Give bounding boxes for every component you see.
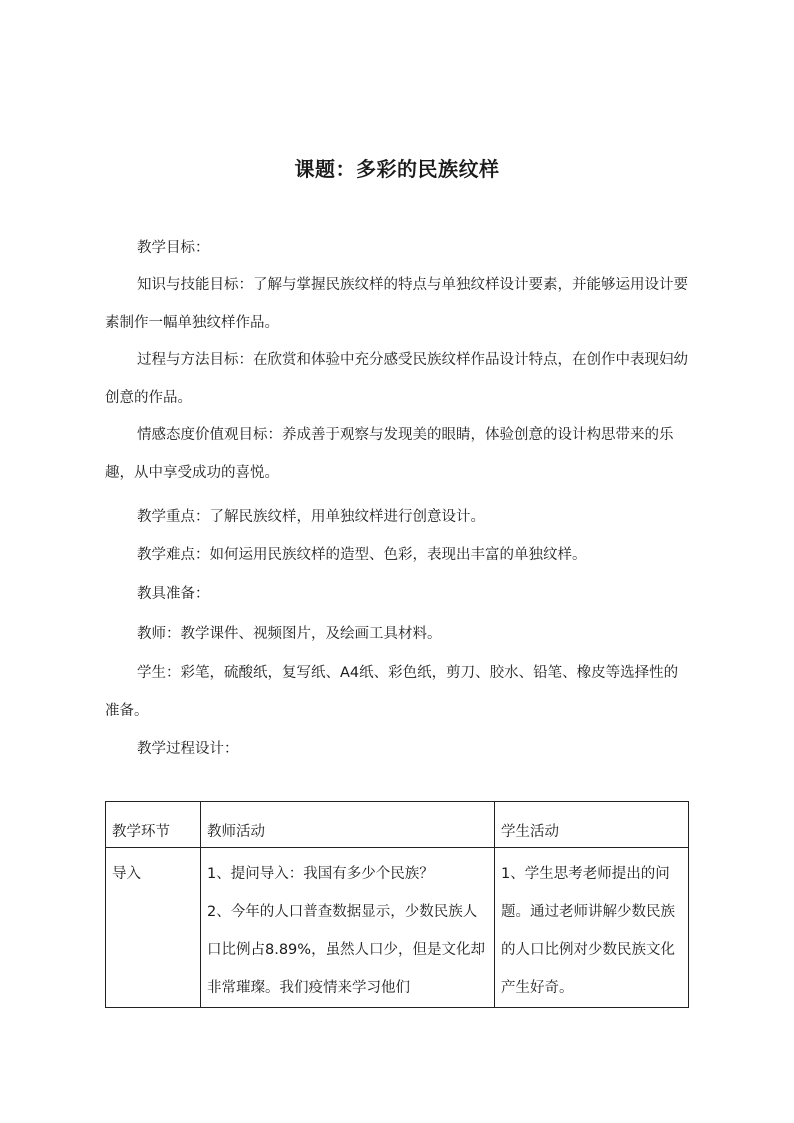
paragraph-emotion-goal: 情感态度价值观目标：养成善于观察与发现美的眼睛，体验创意的设计构思带来的乐趣，从中享受成功的喜悦。 xyxy=(105,427,674,481)
lesson-table xyxy=(105,801,689,1008)
table-row xyxy=(106,848,689,1008)
paragraph-process-heading: 教学过程设计： xyxy=(137,741,239,757)
cell-teacher-activity: 1、提问导入：我国有多少个民族？ 2、今年的人口普查数据显示，少数民族人口比例占8.89%，虽然人口少，但是文化却非常璀璨。我们疫情来学习他们 xyxy=(201,848,495,1008)
paragraph-student-materials: 学生：彩笔，硫酸纸，复写纸、A4纸、彩色纸，剪刀、胶水、铅笔、橡皮等选择性的准备。 xyxy=(105,665,679,719)
header-student-activity: 学生活动 xyxy=(495,802,689,848)
header-teacher-activity: 教师活动 xyxy=(201,802,495,848)
paragraph-key-point: 教学重点：了解民族纹样，用单独纹样进行创意设计。 xyxy=(137,509,485,525)
paragraph-difficulty: 教学难点：如何运用民族纹样的造型、色彩，表现出丰富的单独纹样。 xyxy=(137,547,587,563)
paragraph-knowledge-goal: 知识与技能目标：了解与掌握民族纹样的特点与单独纹样设计要素，并能够运用设计要素制作一幅单独纹样作品。 xyxy=(105,277,688,331)
cell-student-activity: 1、学生思考老师提出的问题。通过老师讲解少数民族的人口比例对少数民族文化产生好奇。 xyxy=(495,848,689,1008)
cell-stage: 导入 xyxy=(106,848,201,1008)
header-stage: 教学环节 xyxy=(106,802,201,848)
paragraph-process-goal: 过程与方法目标：在欣赏和体验中充分感受民族纹样作品设计特点，在创作中表现妇幼创意的作品。 xyxy=(105,352,688,406)
table-header-row xyxy=(106,802,689,848)
page-title: 课题：多彩的民族纹样 xyxy=(294,157,500,181)
paragraph-objectives-heading: 教学目标： xyxy=(137,240,210,256)
paragraph-teacher-materials: 教师：教学课件、视频图片，及绘画工具材料。 xyxy=(137,626,442,642)
paragraph-materials-heading: 教具准备： xyxy=(137,586,210,602)
